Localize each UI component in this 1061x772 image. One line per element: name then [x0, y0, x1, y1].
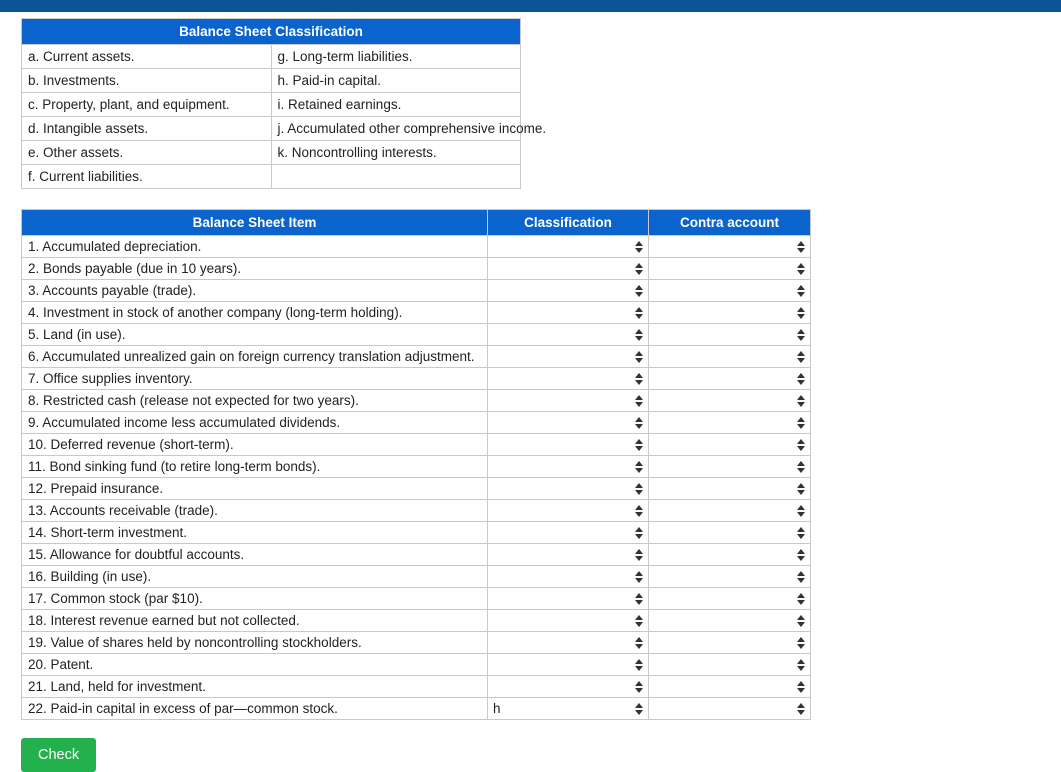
classification-select[interactable]: [488, 610, 648, 631]
contra-select-wrapper[interactable]: [649, 632, 810, 653]
contra-cell: [649, 412, 811, 434]
contra-cell: [649, 456, 811, 478]
classification-option-left: e. Other assets.: [22, 141, 272, 165]
classification-row: [22, 93, 521, 117]
classification-select[interactable]: [488, 456, 648, 477]
contra-select[interactable]: [649, 698, 810, 719]
classification-select-wrapper[interactable]: [488, 588, 648, 609]
classification-row: [22, 165, 521, 189]
contra-select[interactable]: [649, 588, 810, 609]
table-row: [22, 478, 811, 500]
contra-select-wrapper[interactable]: [649, 346, 810, 367]
page-content: [0, 12, 1061, 772]
balance-sheet-item-label: 8. Restricted cash (release not expected for two years).: [22, 390, 488, 412]
classification-select[interactable]: [488, 544, 648, 565]
contra-cell: [649, 522, 811, 544]
column-header-item: Balance Sheet Item: [22, 210, 488, 236]
classification-select-wrapper[interactable]: [488, 346, 648, 367]
balance-sheet-item-label: 15. Allowance for doubtful accounts.: [22, 544, 488, 566]
classification-cell: [488, 302, 649, 324]
classification-select-wrapper[interactable]: [488, 456, 648, 477]
balance-sheet-item-label: 4. Investment in stock of another company (long-term holding).: [22, 302, 488, 324]
classification-option-left: c. Property, plant, and equipment.: [22, 93, 272, 117]
classification-cell: [488, 500, 649, 522]
balance-sheet-item-label: 5. Land (in use).: [22, 324, 488, 346]
contra-cell: [649, 346, 811, 368]
classification-option-right: k. Noncontrolling interests.: [271, 141, 521, 165]
classification-select[interactable]: [488, 588, 648, 609]
classification-select[interactable]: [488, 676, 648, 697]
balance-sheet-item-label: 2. Bonds payable (due in 10 years).: [22, 258, 488, 280]
classification-select-wrapper[interactable]: [488, 698, 648, 719]
table-row: [22, 676, 811, 698]
classification-select-wrapper[interactable]: [488, 258, 648, 279]
classification-select[interactable]: [488, 566, 648, 587]
classification-cell: [488, 346, 649, 368]
balance-sheet-item-label: 18. Interest revenue earned but not collected.: [22, 610, 488, 632]
contra-select-wrapper[interactable]: [649, 412, 810, 433]
table-row: [22, 302, 811, 324]
classification-row: [22, 69, 521, 93]
classification-select[interactable]: [488, 390, 648, 411]
classification-cell: [488, 434, 649, 456]
balance-sheet-item-label: 9. Accumulated income less accumulated dividends.: [22, 412, 488, 434]
balance-sheet-item-label: 10. Deferred revenue (short-term).: [22, 434, 488, 456]
table-row: [22, 654, 811, 676]
table-row: [22, 258, 811, 280]
classification-table-body: [22, 45, 547, 189]
classification-select[interactable]: [488, 302, 648, 323]
classification-cell: [488, 236, 649, 258]
classification-cell: [488, 368, 649, 390]
contra-cell: [649, 280, 811, 302]
classification-option-right: g. Long-term liabilities.: [271, 45, 521, 69]
contra-select-wrapper[interactable]: [649, 654, 810, 675]
classification-row: [22, 45, 521, 69]
classification-cell: [488, 324, 649, 346]
balance-sheet-item-label: 21. Land, held for investment.: [22, 676, 488, 698]
items-table-header-row: [22, 210, 811, 236]
table-row: [22, 434, 811, 456]
contra-cell: [649, 236, 811, 258]
classification-cell: [488, 456, 649, 478]
classification-cell: [488, 544, 649, 566]
table-row: [22, 324, 811, 346]
contra-select-wrapper[interactable]: [649, 368, 810, 389]
classification-select-wrapper[interactable]: [488, 390, 648, 411]
balance-sheet-item-label: 1. Accumulated depreciation.: [22, 236, 488, 258]
classification-option-right: [271, 165, 521, 189]
contra-select[interactable]: [649, 280, 810, 301]
classification-select-wrapper[interactable]: [488, 412, 648, 433]
classification-option-left: f. Current liabilities.: [22, 165, 272, 189]
table-row: [22, 346, 811, 368]
balance-sheet-item-label: 13. Accounts receivable (trade).: [22, 500, 488, 522]
classification-cell: [488, 390, 649, 412]
contra-select-wrapper[interactable]: [649, 390, 810, 411]
contra-select-wrapper[interactable]: [649, 698, 810, 719]
contra-cell: [649, 610, 811, 632]
balance-sheet-items-table: [21, 209, 811, 720]
classification-option-right: j. Accumulated other comprehensive income.: [271, 117, 521, 141]
classification-table-title: Balance Sheet Classification: [22, 19, 521, 45]
classification-row: [22, 117, 521, 141]
classification-cell: [488, 522, 649, 544]
classification-cell: [488, 632, 649, 654]
contra-cell: [649, 390, 811, 412]
contra-select[interactable]: [649, 654, 810, 675]
classification-select-wrapper[interactable]: [488, 434, 648, 455]
contra-select-wrapper[interactable]: [649, 544, 810, 565]
balance-sheet-item-label: 7. Office supplies inventory.: [22, 368, 488, 390]
classification-select-wrapper[interactable]: [488, 632, 648, 653]
classification-option-right: i. Retained earnings.: [271, 93, 521, 117]
contra-select[interactable]: [649, 390, 810, 411]
items-table-body: [22, 236, 811, 720]
table-row: [22, 280, 811, 302]
classification-select-wrapper[interactable]: [488, 610, 648, 631]
contra-select-wrapper[interactable]: [649, 566, 810, 587]
classification-select-wrapper[interactable]: [488, 544, 648, 565]
classification-select-wrapper[interactable]: [488, 478, 648, 499]
classification-table-header-row: [22, 19, 521, 45]
classification-option-left: a. Current assets.: [22, 45, 272, 69]
contra-select[interactable]: [649, 456, 810, 477]
top-bar: [0, 0, 1061, 12]
contra-select[interactable]: [649, 566, 810, 587]
classification-select-wrapper[interactable]: [488, 368, 648, 389]
classification-option-left: d. Intangible assets.: [22, 117, 272, 141]
contra-select[interactable]: [649, 500, 810, 521]
contra-cell: [649, 676, 811, 698]
contra-select[interactable]: [649, 632, 810, 653]
contra-cell: [649, 302, 811, 324]
contra-select-wrapper[interactable]: [649, 456, 810, 477]
table-row: [22, 588, 811, 610]
contra-cell: [649, 654, 811, 676]
contra-cell: [649, 698, 811, 720]
classification-select[interactable]: [488, 324, 648, 345]
classification-select-wrapper[interactable]: [488, 280, 648, 301]
classification-cell: [488, 676, 649, 698]
contra-select[interactable]: [649, 522, 810, 543]
contra-cell: [649, 324, 811, 346]
balance-sheet-item-label: 6. Accumulated unrealized gain on foreign currency translation adjustment.: [22, 346, 488, 368]
balance-sheet-item-label: 16. Building (in use).: [22, 566, 488, 588]
classification-select[interactable]: [488, 522, 648, 543]
balance-sheet-item-label: 17. Common stock (par $10).: [22, 588, 488, 610]
classification-cell: [488, 566, 649, 588]
contra-select[interactable]: [649, 346, 810, 367]
contra-select[interactable]: [649, 236, 810, 257]
table-row: [22, 522, 811, 544]
contra-select-wrapper[interactable]: [649, 522, 810, 543]
check-button[interactable]: Check: [21, 738, 96, 772]
balance-sheet-item-label: 3. Accounts payable (trade).: [22, 280, 488, 302]
balance-sheet-item-label: 22. Paid-in capital in excess of par—common stock.: [22, 698, 488, 720]
contra-select-wrapper[interactable]: [649, 324, 810, 345]
classification-select[interactable]: [488, 258, 648, 279]
table-row: [22, 632, 811, 654]
contra-select-wrapper[interactable]: [649, 500, 810, 521]
classification-cell: [488, 654, 649, 676]
classification-select-wrapper[interactable]: [488, 324, 648, 345]
contra-select[interactable]: [649, 412, 810, 433]
contra-select-wrapper[interactable]: [649, 478, 810, 499]
contra-select[interactable]: [649, 258, 810, 279]
classification-select[interactable]: [488, 236, 648, 257]
classification-select[interactable]: [488, 478, 648, 499]
column-header-contra: Contra account: [649, 210, 811, 236]
classification-select-wrapper[interactable]: [488, 236, 648, 257]
contra-select-wrapper[interactable]: [649, 258, 810, 279]
classification-select-wrapper[interactable]: [488, 302, 648, 323]
classification-cell: [488, 258, 649, 280]
contra-cell: [649, 500, 811, 522]
classification-cell: [488, 280, 649, 302]
classification-select[interactable]: [488, 434, 648, 455]
table-row: [22, 368, 811, 390]
contra-select[interactable]: [649, 324, 810, 345]
classification-option-left: b. Investments.: [22, 69, 272, 93]
classification-legend-table: [21, 18, 547, 189]
contra-select[interactable]: [649, 610, 810, 631]
classification-cell: [488, 698, 649, 720]
balance-sheet-item-label: 14. Short-term investment.: [22, 522, 488, 544]
classification-select-wrapper[interactable]: [488, 676, 648, 697]
contra-select-wrapper[interactable]: [649, 588, 810, 609]
classification-select[interactable]: [488, 412, 648, 433]
balance-sheet-item-label: 11. Bond sinking fund (to retire long-term bonds).: [22, 456, 488, 478]
contra-select-wrapper[interactable]: [649, 434, 810, 455]
classification-select[interactable]: [488, 632, 648, 653]
classification-select[interactable]: [488, 280, 648, 301]
contra-select[interactable]: [649, 368, 810, 389]
contra-select[interactable]: [649, 544, 810, 565]
balance-sheet-item-label: 19. Value of shares held by noncontrolling stockholders.: [22, 632, 488, 654]
table-row: [22, 566, 811, 588]
classification-select[interactable]: [488, 500, 648, 521]
contra-select-wrapper[interactable]: [649, 280, 810, 301]
balance-sheet-item-label: 20. Patent.: [22, 654, 488, 676]
contra-cell: [649, 478, 811, 500]
contra-cell: [649, 566, 811, 588]
contra-cell: [649, 588, 811, 610]
classification-option-right: h. Paid-in capital.: [271, 69, 521, 93]
classification-cell: [488, 610, 649, 632]
classification-cell: [488, 588, 649, 610]
classification-select-wrapper[interactable]: [488, 654, 648, 675]
contra-select-wrapper[interactable]: [649, 676, 810, 697]
contra-select[interactable]: [649, 434, 810, 455]
contra-cell: [649, 434, 811, 456]
classification-select[interactable]: [488, 346, 648, 367]
classification-select-wrapper[interactable]: [488, 566, 648, 587]
table-row: [22, 610, 811, 632]
contra-select[interactable]: [649, 478, 810, 499]
table-row: [22, 698, 811, 720]
contra-cell: [649, 632, 811, 654]
table-row: [22, 456, 811, 478]
classification-select[interactable]: [488, 368, 648, 389]
contra-select-wrapper[interactable]: [649, 236, 810, 257]
classification-cell: [488, 412, 649, 434]
contra-cell: [649, 544, 811, 566]
classification-select-wrapper[interactable]: [488, 500, 648, 521]
table-row: [22, 236, 811, 258]
contra-cell: [649, 258, 811, 280]
contra-select-wrapper[interactable]: [649, 302, 810, 323]
classification-row: [22, 141, 521, 165]
classification-select[interactable]: h: [488, 698, 648, 719]
contra-select-wrapper[interactable]: [649, 610, 810, 631]
table-row: [22, 544, 811, 566]
balance-sheet-item-label: 12. Prepaid insurance.: [22, 478, 488, 500]
table-row: [22, 390, 811, 412]
classification-select-wrapper[interactable]: [488, 522, 648, 543]
contra-cell: [649, 368, 811, 390]
table-row: [22, 500, 811, 522]
contra-select[interactable]: [649, 302, 810, 323]
table-row: [22, 412, 811, 434]
column-header-classification: Classification: [488, 210, 649, 236]
classification-select[interactable]: [488, 654, 648, 675]
classification-cell: [488, 478, 649, 500]
contra-select[interactable]: [649, 676, 810, 697]
